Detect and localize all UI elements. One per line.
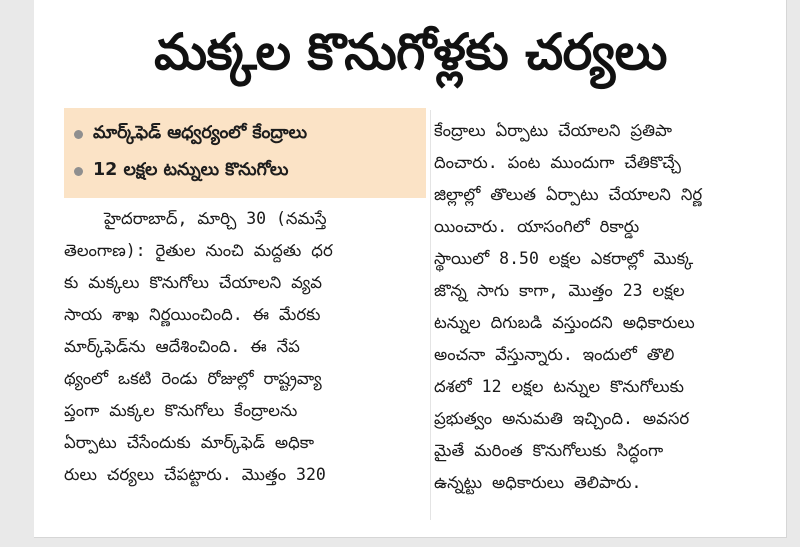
highlight-item <box>74 116 416 153</box>
body-line: హైదరాబాద్, మార్చి 30 (నమస్తే <box>104 209 327 228</box>
body-line: ప్రభుత్వం అనుమతి ఇచ్చింది. అవసర <box>434 409 690 428</box>
bullet-icon <box>74 167 83 176</box>
body-line: ప్తంగా మక్కల కొనుగోలు కేంద్రాలను <box>64 401 298 420</box>
body-line: జొన్న సాగు కాగా, మొత్తం 23 లక్షల <box>434 281 685 300</box>
body-line: దించారు. పంట ముందుగా చేతికొచ్చే <box>434 153 682 172</box>
body-line: రులు చర్యలు చేపట్టారు. మొత్తం 320 <box>64 465 326 484</box>
body-line: ఏర్పాటు చేసేందుకు మార్క్‌ఫెడ్ అధికా <box>64 433 315 452</box>
body-line: కు మక్కలు కొనుగోలు చేయాలని వ్యవ <box>64 273 323 292</box>
body-line: జిల్లాల్లో తొలుత ఏర్పాటు చేయాలని నిర్ణ <box>434 185 703 204</box>
body-line: అంచనా వేస్తున్నారు. ఇందులో తొలి <box>434 345 675 364</box>
body-line: స్థాయిలో 8.50 లక్షల ఎకరాల్లో మొక్క <box>434 249 694 268</box>
highlight-item <box>74 153 416 190</box>
body-line: ఉన్నట్టు అధికారులు తెలిపారు. <box>434 473 642 492</box>
body-line: మైతే మరింత కొనుగోలుకు సిద్ధంగా <box>434 441 664 460</box>
body-line: తెలంగాణ): రైతుల నుంచి మద్దతు ధర <box>64 241 333 260</box>
highlight-text: 12 లక్షల టన్నులు కొనుగోలు <box>93 159 289 180</box>
headline: మక్కల కొనుగోళ్లకు చర్యలు <box>154 23 667 81</box>
body-line: టన్నుల దిగుబడి వస్తుందని అధికారులు <box>434 313 695 332</box>
body-line: యించారు. యాసంగిలో రికార్డు <box>434 217 640 236</box>
body-line: మార్క్‌ఫెడ్‌ను ఆదేశించింది. ఈ నేప <box>64 337 300 356</box>
newspaper-clipping <box>34 0 787 538</box>
highlights-box <box>64 108 426 198</box>
bullet-icon <box>74 130 83 139</box>
body-line: కేంద్రాలు ఏర్పాటు చేయాలని ప్రతిపా <box>434 121 672 140</box>
body-line: సాయ శాఖ నిర్ణయించింది. ఈ మేరకు <box>64 305 321 324</box>
right-column <box>434 115 782 499</box>
body-line: దశలో 12 లక్షల టన్నుల కొనుగోలుకు <box>434 377 684 396</box>
body-line: థ్యంలో ఒకటి రెండు రోజుల్లో రాష్ట్రవ్యా <box>64 369 322 388</box>
highlight-text: మార్క్‌ఫెడ్ ఆధ్వర్యంలో కేంద్రాలు <box>93 122 308 143</box>
column-divider <box>430 110 431 520</box>
left-column <box>64 203 430 491</box>
